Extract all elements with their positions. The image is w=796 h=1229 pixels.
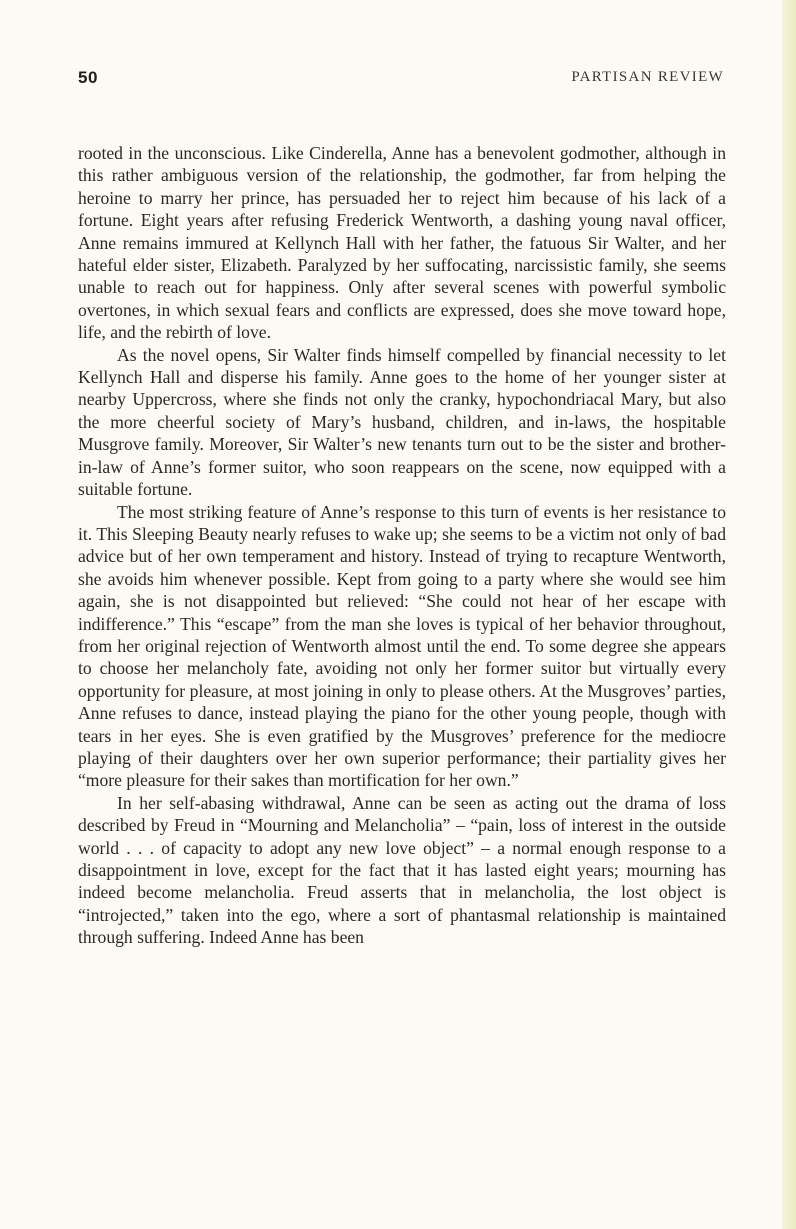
running-head: PARTISAN REVIEW	[571, 69, 724, 85]
body-text	[78, 142, 726, 949]
paragraph-4: In her self-abasing withdrawal, Anne can be seen as acting out the drama of loss described by Freud in “Mourning and Melancholia” – “pain, loss of interest in the outside world . . . of capacity to adopt any new love object” – a normal enough response to a disappointment in love, except for the fact that it has lasted eight years; mourning has indeed become melancholia. Freud asserts that in melancholia, the lost object is “introjected,” taken into the ego, where a sort of phantasmal relationship is maintained through suffering. Indeed Anne has been	[78, 792, 726, 948]
page-edge-strip	[782, 0, 796, 1229]
paragraph-3: The most striking feature of Anne’s response to this turn of events is her resistance to it. This Sleeping Beauty nearly refuses to wake up; she seems to be a victim not only of bad advice but of her own temperament and history. Instead of trying to recapture Wentworth, she avoids him whenever possible. Kept from going to a party where she would see him again, she is not disappointed but relieved: “She could not hear of her escape with indifference.” This “escape” from the man she loves is typical of her behavior throughout, from her original rejection of Wentworth almost until the end. To some degree she appears to choose her melancholy fate, avoiding not only her former suitor but virtually every opportunity for pleasure, at most joining in only to please others. At the Musgroves’ parties, Anne refuses to dance, instead playing the piano for the other young people, though with tears in her eyes. She is even gratified by the Musgroves’ preference for the mediocre playing of their daughters over her own superior performance; their partiality gives her “more pleasure for their sakes than mortification for her own.”	[78, 501, 726, 791]
page-number: 50	[78, 68, 98, 87]
paragraph-1: rooted in the unconscious. Like Cinderella, Anne has a benevolent godmother, although in this rather ambiguous version of the relationship, the godmother, far from helping the heroine to marry her prince, has persuaded her to reject him because of his lack of a fortune. Eight years after refusing Frederick Wentworth, a dashing young naval officer, Anne remains immured at Kellynch Hall with her father, the fatuous Sir Walter, and her hateful elder sister, Elizabeth. Paralyzed by her suffocating, narcissistic family, she seems unable to reach out for happiness. Only after several scenes with powerful symbolic overtones, in which sexual fears and conflicts are expressed, does she move toward hope, life, and the rebirth of love.	[78, 143, 726, 343]
paragraph-2: As the novel opens, Sir Walter finds himself compelled by financial necessity to let Kellynch Hall and disperse his family. Anne goes to the home of her younger sister at nearby Uppercross, where she finds not only the cranky, hypochondriacal Mary, but also the more cheerful society of Mary’s husband, children, and in-laws, the hospitable Musgrove family. Moreover, Sir Walter’s new tenants turn out to be the sister and brother-in-law of Anne’s former suitor, who soon reappears on the scene, now equipped with a suitable fortune.	[78, 344, 726, 500]
page-header	[78, 68, 724, 94]
